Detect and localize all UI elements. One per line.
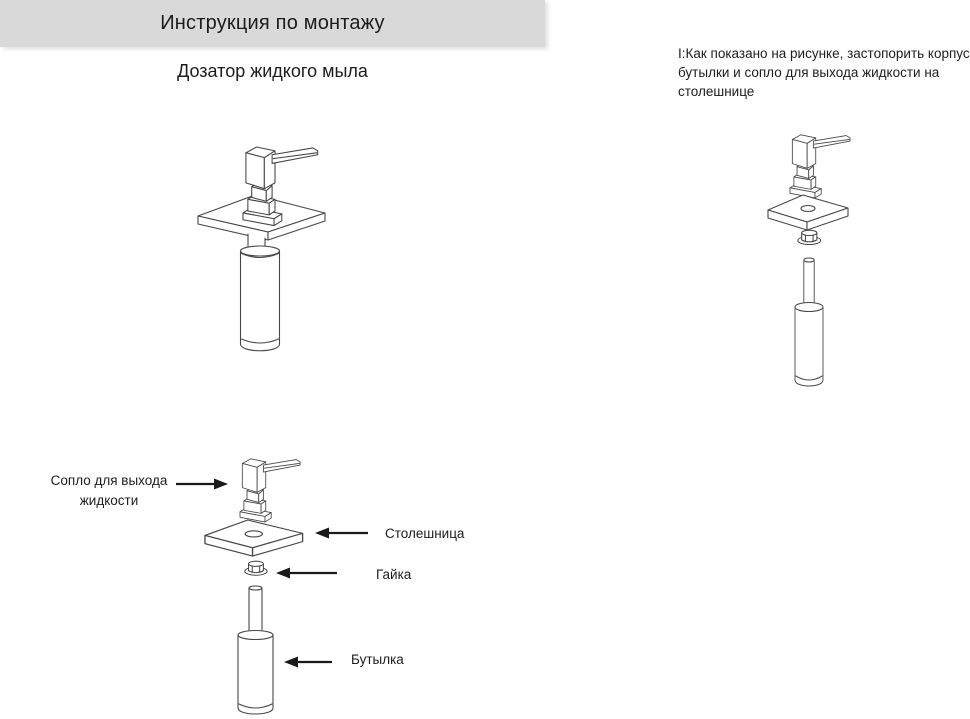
label-nozzle: Сопло для выхода жидкости [50,473,168,508]
page-title: Инструкция по монтажу [160,12,385,34]
nut-arrow-icon [276,566,337,580]
step-instruction-text: I:Как показано на рисунке, застопорить корпус бутылки и сопло для выхода жидкости на столешнице [678,46,970,99]
nozzle-arrow-icon [176,477,228,491]
countertop-arrow-icon [315,526,368,540]
dispenser-assembled-drawing [185,132,360,372]
bottle-arrow-icon [284,655,332,669]
label-bottle: Бутылка [351,652,404,667]
dispenser-exploded-drawing [762,126,872,396]
page-subtitle: Дозатор жидкого мыла [177,61,368,81]
label-countertop: Столешница [385,526,465,541]
header-bar [0,0,545,47]
label-nut: Гайка [376,567,412,582]
